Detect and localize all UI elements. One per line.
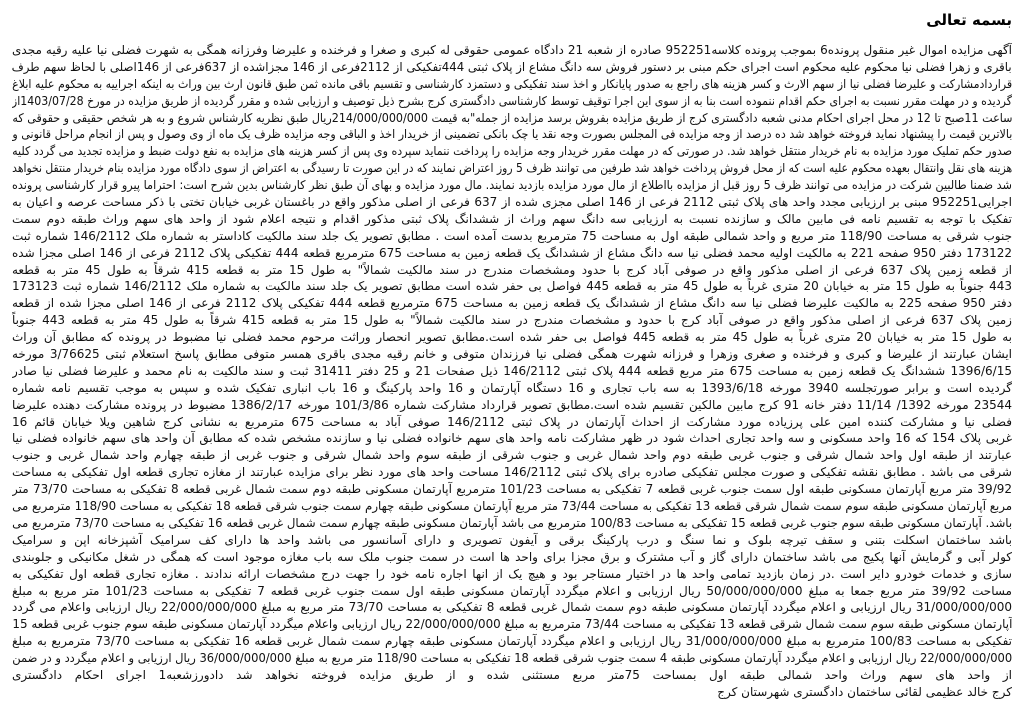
text-line: 443 جنوباً به طول 15 متر به خیابان 20 متری غرباً به طول 45 متر به قطعه 445 فواصل بی حفر شده است مطابق تصویر یک جلد سند مالکیت به شماره ملک 146/2112 شماره ثبت 173123 [12, 279, 1012, 294]
text-line: آپارتمان مسکونی طبقه سوم سمت شمال شرقی قطعه 13 تفکیکی به مساحت 73/44 مترمربع به مبلغ 22/000/000/000 ریال ارزیابی واعلام میگردد آپارتمان مسکونی طبقه سوم جنوب غربی قطعه 15 [12, 617, 1012, 632]
text-line: 23544 مورخه 1392/ 11/14 دفتر خانه 91 کرج مابین مالکین تقسیم شده است.مطابق تصویر قرارداد مشارکت شماره 101/3/86 مورخه 1386/2/17 مضبوط در پرونده مشارکت دهنده علیرضا [12, 397, 1012, 412]
text-line: باقری و زهرا فضلی نیا محکوم علیه محکوم است اجرای حکم مبنی بر دستور فروش سه دانگ مشاع از پلاک ثبتی 444تفکیکی از 2112فرعی از 146 مجزاشده از 637فرعی از 146اصلی با لحاظ سهم طرف [12, 59, 1012, 74]
text-line: از واحد های سهم وراث واحد شمالی طبقه اول بمساحت 75متر مربع مستثنی شده و از طریق مزایده فروخته نخواهد شد دادورزشعبه1 اجرای احکام دادگستری [12, 667, 1012, 682]
text-line: صدور حکم تملیک مورد مزایده به نام خریدار منتقل خواهد شد. در صورتی که در مهلت مقرر خریدار وجه مزایده را پرداخت ننماید سپرده وی پس از کسر هزینه های مزایده به نفع دولت ضبط و مزایده تجدید می گردد کلیه [12, 144, 1012, 159]
text-line: 173122 دفتر 950 صفحه 221 به مالکیت اولیه محمد فضلی نیا سه دانگ مشاع از ششدانگ یک قطعه زمین به مساحت 675 مترمربع قطعه 444 تفکیکی پلاک 2112 فرعی از 146 اصلی مجزا شده [12, 245, 1012, 260]
text-line: فضلی نیا و مشارکت کننده امین علی پرزیاده مورد مشارکت از احداث آپارتمان در پلاک ثبتی 146/2112 صوفی آباد به مساحت 675 مترمربع به نشانی کرج شاهین ویلا خیابان قائم 16 [12, 414, 1012, 429]
text-line: سازی و خدمات خودرو دایر است .در زمان بازدید تمامی واحد ها در اختیار مستاجر بود و هیچ یک از انها اجاره نامه خود را جهت درج مشخصات ارائه ندادند . مغازه تجاری قطعه اول تفکیکی به [12, 566, 1012, 581]
text-line: هزینه های نقل وانتقال بعهده محکوم علیه است که از محل فروش پرداخت خواهد شد طرفین می توانند ظرف 5 روز اعتراض نمایند که در این صورت تا رسیدگی به اعتراض از سوی دادگاه مورد مزایده بنام خریدار منتقل نخواهد [12, 161, 1012, 176]
text-line: 31/000/000/000 ریال ارزیابی و اعلام میگردد آپارتمان مسکونی طبقه دوم سمت شمال غربی قطعه 8 تفکیکی به مساحت 73/70 متر مربع به مبلغ 22/000/000/000 ریال ارزیابی واعلام می گردد [12, 600, 1012, 615]
text-line: مربع آپارتمان مسکونی طبقه سوم سمت شمال شرقی قطعه 13 تفکیکی به مساحت 73/44 متر مربع آپارتمان مسکونی طبقه چهارم سمت جنوب شرقی قطعه 18 تفکیکی به مساحت 118/90 مترمربع می [12, 499, 1012, 514]
text-line: جنوب شرقی به مساحت 118/90 متر مربع و واحد شمالی طبقه اول به مساحت 75 مترمربع بدست آمده است . مطابق تصویر یک جلد سند مالکیت کاداستر به شماره ملک 146/2112 شماره ثبت [12, 228, 1012, 243]
text-line: مساحت 39/92 متر مربع جمعا به مبلغ 50/000/000/000 ریال ارزیابی و اعلام میگردد آپارتمان مسکونی طبقه اول سمت جنوب غربی قطعه 7 تفکیکی به مساحت 101/23 متر مربع به مبلغ [12, 583, 1012, 598]
notice-body [12, 42, 1012, 704]
text-line: 22/000/000/000 ریال ارزیابی و اعلام میگردد آپارتمان مسکونی طبقه 4 سمت جنوب شرقی قطعه 18 تفکیکی به مساحت 118/90 متر مربع به مبلغ 36/000/000/000 ریال ارزیابی و اعلام میگردد و در ضمن [12, 651, 1012, 666]
text-line: باشد ساختمان اسکلت بتنی و سقف تیرچه بلوک و نما سنگ و درب پارکینگ برقی و آیفون تصویری و دارای آسانسور می باشد واحد ها دارای کف سرامیک آشپزخانه اپن و سرامیک [12, 532, 1012, 547]
document-heading: بسمه تعالی [926, 11, 1012, 29]
text-line: تفکیک با توجه به تقسیم نامه فی مابین مالک و سازنده نسبت به ارزیابی سه دانگ سهم وراث از ششدانگ پلاک ثبتی مذکور اقدام و نتیجه اعلام شود از واحد های سهم وراث طبقه دوم سمت [12, 211, 1012, 226]
text-line: اجرایی952251 مبنی بر ارزیابی مجدد واحد های پلاک ثبتی 2112 فرعی از 146 اصلی مجزی شده از 637 فرعی از اصلی مذکور واقع در باغستان غربی خیابان تختی با ذکر مساحت عرصه و اعیان به [12, 195, 1012, 210]
text-line: 39/92 متر مربع آپارتمان مسکونی طبقه اول سمت جنوب غربی قطعه 7 تفکیکی به مساحت 101/23 مترمربع آپارتمان مسکونی طبقه دوم سمت شمال غربی قطعه 8 تفکیکی به مساحت 73/70 متر [12, 482, 1012, 497]
text-line: ساعت 11صبح تا 12 در محل اجرای احکام مدنی شعبه دادگستری کرج از طریق مزایده بفروش برسد مزایده از جمله"به قیمت 214/000/000/000ریال طبق نظریه کارشناس شروع و به هر شخص حقیقی و حقوقی که [12, 110, 1012, 125]
text-line: 1396/6/15 ششدانگ یک قطعه زمین به مساحت 675 متر مربع قطعه 444 پلاک ثبتی 146/2112 ذیل صفحات 21 و 25 دفتر 31411 ثبت و سند مالکیت به نام محمد و علیرضا فضلی نیا صادر [12, 363, 1012, 378]
text-line: بالاترین قیمت را پیشنهاد نماید فروخته خواهد شد ده درصد از وجه مزایده فی المجلس بصورت وجه نقد یا چک بانکی تضمینی از خریدار اخذ و الباقی وجه مزایده ظرف یک ماه از وی وصول و پس از انجام مراحل قانونی و [12, 127, 1012, 142]
text-line: شرقی می باشد . مطابق نقشه تفکیکی و صورت مجلس تفکیکی صادره برای پلاک ثبتی 146/2112 مساحت واحد های مورد نظر برای مزایده عبارتند از مغازه تجاری قطعه اول تفکیکی به مساحت [12, 465, 1012, 480]
text-line: کولر آبی و گرمایش آنها پکیج می باشد ساختمان دارای گاز و آب مشترک و برق مجزا برای واحد ها است در سمت جنوب ملک سه باب مغازه موجود است که همگی در شغل مکانیکی و جلوبندی [12, 549, 1012, 564]
text-line: تفکیکی به مساحت 100/83 مترمربع به مبلغ 31/000/000/000 ریال ارزیابی و اعلام میگردد آپارتمان مسکونی طبقه چهارم سمت شمال غربی قطعه 16 تفکیکی به مساحت 73/70 مترمربع به مبلغ [12, 634, 1012, 649]
text-line: عبارتند از طبقه اول واحد شمال شرقی و جنوب غربی طبقه دوم واحد شمال غربی و جنوب شرقی از طبقه سوم واحد شمال شرقی و جنوب غربی از طبقه چهارم واحد شمال غربی و جنوب [12, 448, 1012, 463]
text-line: ایشان عبارتند از علیرضا و کبری و فرخنده و صغری وزهرا و فرزانه شهرت همگی فضلی نیا فرزندان متوفی و خانم رقیه مجدی باقری همسر متوفی مطابق پاسخ استعلام ثبتی 3/76625 مورخه [12, 347, 1012, 362]
text-line: باشد. آپارتمان مسکونی طبقه سوم جنوب غربی قطعه 15 تفکیکی به مساحت 100/83 مترمربع می باشد آپارتمان مسکونی طبقه چهارم سمت شمال غربی قطعه 16 تفکیکی به مساحت 73/70 مترمربع می [12, 515, 1012, 530]
text-line: از قطعه زمین پلاک 637 فرعی از اصلی مذکور واقع در صوفی آباد کرج با حدود ومشخصات مندرج در سند مالکیت شمالاً" به طول 15 متر به قطعه 415 شرقاً به طول 45 متر به قطعه [12, 262, 1012, 277]
text-line: گردیده و در مهلت مقرر نسبت به اجرای حکم اقدام ننموده است بنا به از سوی این اجرا توقیف توسط کارشناسی دادگستری کرج بشرح ذیل توصیف و ارزیابی شده و مقرر گردیده از طریق مزایده در مورخ 1403/07/28از [12, 93, 1012, 108]
text-line: کرج خالد عظیمی لقائی ساختمان دادگستری شهرستان کرج [717, 684, 1012, 699]
text-line: گردیده است و برابر صورتجلسه 3940 مورخه 1393/6/18 به سه باب تجاری و 16 دستگاه آپارتمان و 16 واحد پارکینگ و 16 باب انباری تفکیک شده و سپس به موجب تقسیم نامه شماره [12, 380, 1012, 395]
text-line: دفتر 950 صفحه 225 به مالکیت علیرضا فضلی نیا سه دانگ مشاع از ششدانگ یک قطعه زمین به مساحت 675 مترمربع قطعه 444 تفکیکی پلاک 2112 فرعی از 146 اصلی مجزا شده از قطعه [12, 296, 1012, 311]
text-line: قراردادمشارکت و علیرضا فضلی نیا از سهم الارث و کسر هزینه های راجع به صدور پایانکار و اخذ سند تفکیکی و دستمزد کارشناسی و تقسیم باقی مانده ثمن طبق قانون ارث بین وراث به اینکه اجراییه به محکوم علیه ابلاغ [12, 76, 1012, 91]
text-line: به طول 15 متر به خیابان 20 متری غرباً به طول 45 متر به قطعه 445 فواصل بی حفر شده است.مطابق تصویر انحصار وراثت مرحوم محمد فضلی نیا مضبوط در پرونده که مطابق آن وراث [12, 330, 1012, 345]
text-line: شد ضمنا طالبین شرکت در مزایده می توانند ظرف 5 روز قبل از مزایده بااطلاع از مال مورد مزایده بازدید نمایند. مال مورد مزایده و بهای آن طبق نظر کارشناس بدین شرح است: احتراما پیرو قرار کارشناسی پرونده [12, 178, 1012, 193]
text-line: آگهی مزایده اموال غیر منقول پرونده6 بموجب پرونده کلاسه952251 صادره از شعبه 21 دادگاه عمومی حقوقی له کبری و صغرا و فرخنده و علیرضا وفرزانه همگی به شهرت فضلی نیا علیه رقیه مجدی [12, 43, 1012, 57]
text-line: زمین پلاک 637 فرعی از اصلی مذکور واقع در صوفی آباد کرج با حدود و مشخصات مندرج در سند مالکیت شمالاً" به طول 15 متر به قطعه 415 شرقاً به طول 45 متر به قطعه 443 جنوباً [12, 313, 1012, 328]
text-line: غربی پلاک 154 که 16 واحد مسکونی و سه واحد تجاری احداث شود در ظهر مشارکت نامه واحد های سهم خانواده فضلی نیا و سازنده مشخص شده که مطابق آن واحد های سهم خانواده فضلی نیا [12, 431, 1012, 446]
